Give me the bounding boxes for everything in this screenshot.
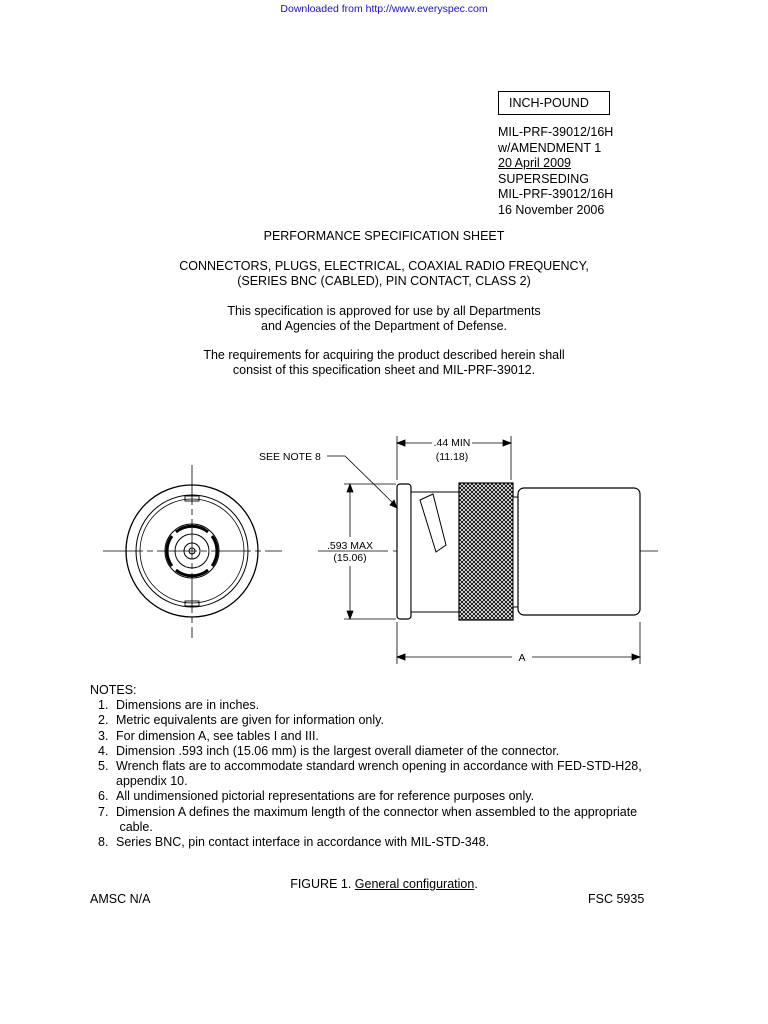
figure-caption-period: .: [474, 877, 478, 891]
min-length-metric-label: (11.18): [435, 451, 469, 463]
subject-line-1: CONNECTORS, PLUGS, ELECTRICAL, COAXIAL RADIO FREQUENCY,: [179, 259, 589, 273]
max-diameter-label: .593 MAX: [326, 540, 374, 552]
note-text: Series BNC, pin contact interface in accordance with MIL-STD-348.: [116, 835, 490, 850]
note-text: Dimensions are in inches.: [116, 698, 260, 713]
note-item: [90, 789, 642, 804]
superseding-label: SUPERSEDING: [498, 171, 589, 186]
note-text: Metric equivalents are given for information only.: [116, 713, 384, 728]
note-text: Dimension .593 inch (15.06 mm) is the largest overall diameter of the connector.: [116, 743, 560, 758]
note-text: For dimension A, see tables I and III.: [116, 728, 319, 743]
amendment: w/AMENDMENT 1: [498, 140, 602, 155]
note-number: 1.: [98, 698, 109, 713]
approval-line-1: This specification is approved for use by all Departments: [227, 304, 541, 318]
doc-number: MIL-PRF-39012/16H: [498, 125, 614, 139]
amsc-code: AMSC N/A: [90, 892, 151, 906]
note-number: 6.: [98, 789, 109, 804]
note-item: [90, 759, 642, 774]
note-text: Dimension A defines the maximum length of the connector when assembled to the appropriate: [116, 804, 638, 819]
see-note-label: SEE NOTE 8: [259, 451, 321, 463]
note-number: 2.: [98, 713, 109, 728]
max-diameter-metric-label: (15.06): [333, 552, 367, 564]
download-link[interactable]: Downloaded from http://www.everyspec.com: [280, 3, 488, 15]
fsc-code: FSC 5935: [588, 892, 645, 906]
min-length-label: .44 MIN: [433, 437, 471, 449]
sheet-title: PERFORMANCE SPECIFICATION SHEET: [263, 229, 505, 243]
dim-a-label: A: [518, 652, 526, 664]
note-number: 4.: [98, 743, 109, 758]
note-continuation: appendix 10.: [116, 774, 188, 789]
figure-title: General configuration: [354, 877, 475, 891]
superseded-doc-number: MIL-PRF-39012/16H: [498, 187, 614, 201]
note-number: 3.: [98, 728, 109, 743]
note-number: 7.: [98, 804, 109, 819]
approval-line-2: and Agencies of the Department of Defense.: [261, 319, 507, 333]
note-text: All undimensioned pictorial representations are for reference purposes only.: [116, 789, 535, 804]
note-number: 8.: [98, 835, 109, 850]
amendment-date: 20 April 2009: [498, 156, 571, 170]
subject-line-2: (SERIES BNC (CABLED), PIN CONTACT, CLASS 2): [237, 274, 531, 288]
figure-number: FIGURE 1.: [290, 877, 352, 891]
note-continuation: cable.: [116, 819, 153, 834]
superseded-date: 16 November 2006: [498, 202, 605, 217]
note-item: [90, 805, 642, 820]
notes-heading: NOTES:: [90, 683, 137, 697]
note-item: [90, 729, 642, 744]
inch-pound-box: INCH-POUND: [498, 91, 610, 115]
note-number: 5.: [98, 759, 109, 774]
note-item: [90, 713, 642, 728]
requirement-line-1: The requirements for acquiring the product described herein shall: [203, 348, 565, 362]
note-item: [90, 744, 642, 759]
note-item: [90, 835, 642, 850]
requirement-line-2: consist of this specification sheet and MIL-PRF-39012.: [232, 363, 536, 377]
note-item: [90, 698, 642, 713]
note-text: Wrench flats are to accommodate standard wrench opening in accordance with FED-STD-H28,: [116, 759, 642, 774]
figure-caption: [0, 877, 768, 891]
end-view: [103, 465, 282, 638]
notes-section: [90, 683, 642, 850]
